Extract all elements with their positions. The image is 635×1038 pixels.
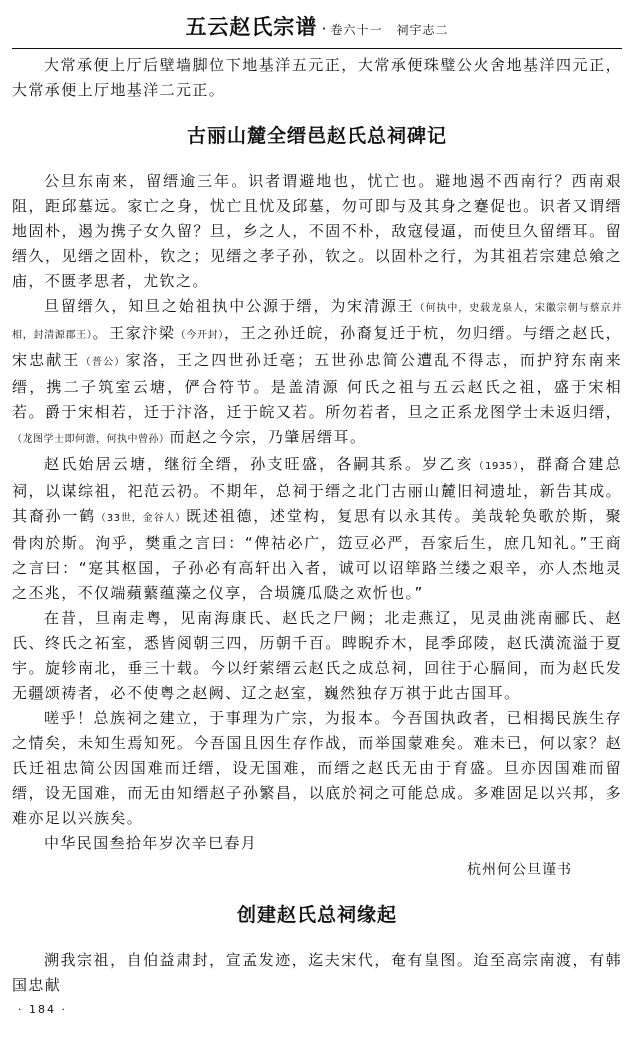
page-number: · 184 · (18, 1003, 67, 1016)
text-segment: 家洛，王之四世孙迁亳；五世孙忠简公遭乱不得志，而护狩东南来缙，携二子筑室云塘，俨合符节。是盖清源 何氏之祖与五云赵氏之祖，盛于宋相若。爵于宋相若，迁于汴洛，迁于皖又若。所勿若者，旦之正系龙图学士未返归缙， (12, 351, 622, 421)
annotation-note: （1935） (473, 461, 520, 472)
section-label: 祠宇志二 (396, 23, 449, 37)
header-separator: · (321, 19, 327, 38)
text-segment: 。王家汴梁 (92, 324, 176, 342)
text-segment: ，群裔合建总祠，以谋综祖，祀范云礽。不期年，总祠于缙之北门古丽山麓旧祠遗址，新告其成。其裔孙一鹤 (12, 455, 622, 525)
text-segment: ，王之孙迁皖，孙裔复迁于杭，勿归缙。与缙之赵氏，宋忠献王 (12, 324, 623, 369)
volume-label: 卷六十一 (330, 23, 383, 37)
header-rule (12, 48, 622, 49)
annotation-note: （何执中，史载龙泉人，宋徽宗朝与蔡京并相，封清源郡王） (12, 303, 622, 341)
running-header (12, 10, 622, 46)
paragraph-6: 溯我宗祖，自伯益肃封，宣孟发迹，迄夫宋代，奄有皇图。迨至高宗南渡，有韩国忠献 (12, 951, 622, 994)
text-segment: 既述祖德，述堂构，复思有以永其传。美哉轮奂歌於斯，聚骨肉於斯。洵乎，樊重之言曰：“俾祜必广，笾豆必严，吾家后生，庶几知礼。”王商之言曰：“寔其枢国，子孙必有高轩出入者，诚可以诏筚路兰缕之艰辛，亦人杰地灵之丕兆，不仅端蘋蘩蕴藻之仪享，合埙篪瓜瓞之欢忻也。” (12, 507, 622, 602)
paragraph-5: 嗟乎！总族祠之建立，于事理为广宗，为报本。今吾国执政者，已相揭民族生存之情矣，未知生焉知死。今吾国且因生存作战，而举国蒙难矣。难未已，何以家？赵氏迁祖忠简公因国难而迁缙，设无国难，而缙之赵氏无由于育盛。旦亦因国难而留缙，设无国难，而无由知缙赵子孙繁昌，以底於祠之可能总成。多难固足以兴邦，多难亦足以兴族矣。 (12, 709, 622, 827)
annotation-note: （今开封） (175, 330, 224, 341)
section-title-1: 古丽山麓全缙邑赵氏总祠碑记 (186, 125, 447, 147)
paragraph-3 (12, 452, 622, 606)
annotation-note: （普公） (80, 357, 126, 368)
paragraph-0: 大常承便上厅后壁墙脚位下地基洋五元正，大常承便珠璧公火舍地基洋四元正，大常承便上厅地基洋二元正。 (12, 56, 622, 99)
text-segment: 赵氏始居云塘，继衍全缙，孙支旺盛，各嗣其系。岁乙亥 (44, 455, 474, 473)
date-line: 中华民国叁拾年岁次辛巳春月 (44, 834, 258, 852)
paragraph-1: 公旦东南来，留缙逾三年。识者谓避地也，忧亡也。避地遏不西南行？西南艰阻，距邱墓远。家亡之身，忧亡且忧及邱墓，勿可即与及其身之蹇促也。识者又谓缙地固朴，遏为携子女久留？旦，乡之人，不固不朴，敌寇侵逼，而使旦久留缙耳。留缙久，见缙之固朴，钦之；见缙之孝子孙，钦之。以固朴之行，为其祖若宗建总飨之庙，不匮孝思者，尤钦之。 (12, 172, 622, 290)
paragraph-4: 在昔，旦南走粤，见南海康氏、赵氏之尸阙；北走燕辽，见灵曲洮南郦氏、赵氏、终氏之祏室，悉皆阅朝三四，历朝千百。睥睨乔木，昆季邱陵，赵氏潢流溢于夏宇。旋轸南北，垂三十载。今以纡萦缙云赵氏之成总祠，回往于心膈间，而为赵氏发无疆颂祷者，必不使粤之赵阙、辽之赵室，巍然独存万祺于此古国耳。 (12, 609, 622, 702)
text-segment: 而赵之今宗，乃肇居缙耳。 (169, 428, 367, 446)
section-title-2: 创建赵氏总祠缘起 (236, 904, 397, 926)
text-segment: 旦留缙久，知旦之始祖执中公源于缙，为宋清源王 (44, 297, 415, 315)
annotation-note: （33世，金谷人） (95, 513, 187, 524)
annotation-note: （龙图学士即何澹，何执中曾孙） (12, 434, 170, 445)
book-title: 五云赵氏宗谱 (185, 14, 318, 39)
signature: 杭州何公旦谨书 (467, 862, 572, 878)
paragraph-2 (12, 294, 622, 452)
